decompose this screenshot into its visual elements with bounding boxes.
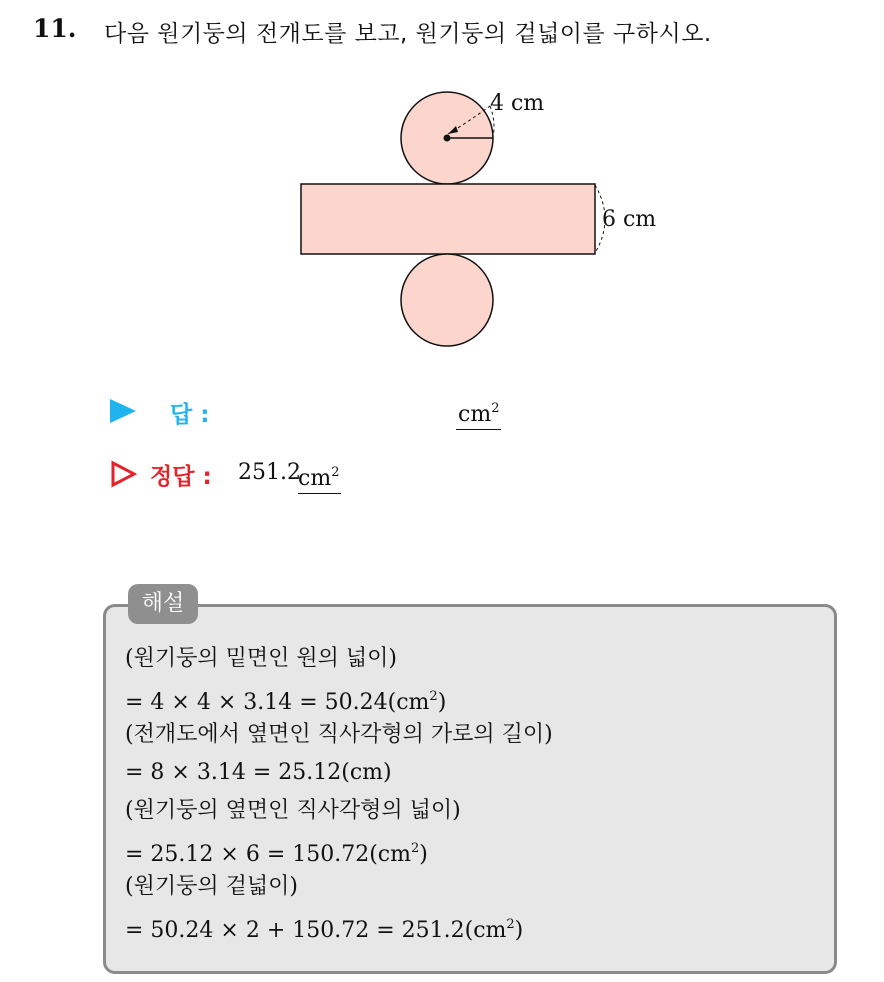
answer-triangle-icon	[110, 399, 136, 423]
correct-unit-text: cm	[298, 466, 332, 491]
answer-unit-exponent: 2	[491, 401, 500, 416]
explanation-line-tail: )	[419, 842, 428, 867]
explanation-line	[125, 830, 825, 868]
explanation-line	[125, 792, 825, 830]
explanation-line-tail: )	[514, 918, 524, 943]
bottom-base-circle	[401, 254, 493, 346]
explanation-line	[125, 906, 825, 944]
explanation-line-text: (원기둥의 밑면인 원의 넓이)	[125, 646, 397, 671]
correct-unit	[298, 460, 341, 494]
explanation-line-text: = 8 × 3.14 = 25.12(cm)	[125, 760, 392, 785]
explanation-line	[125, 868, 825, 906]
explanation-line	[125, 716, 825, 754]
height-label: 6 cm	[602, 207, 657, 232]
explanation-line-text: = 25.12 × 6 = 150.72(cm	[125, 842, 411, 867]
correct-value: 251.2	[238, 460, 301, 485]
explanation-line-exponent: 2	[429, 689, 438, 704]
question-number: 11.	[33, 14, 77, 43]
explanation-line-text: = 4 × 4 × 3.14 = 50.24(cm	[125, 690, 430, 715]
explanation-line-text: (원기둥의 옆면인 직사각형의 넓이)	[125, 798, 461, 823]
lateral-rectangle	[301, 184, 595, 254]
explanation-line-exponent: 2	[411, 841, 420, 856]
explanation-line	[125, 640, 825, 678]
explanation-lines	[125, 640, 825, 944]
answer-row	[110, 396, 560, 430]
answer-unit-text: cm	[458, 402, 492, 427]
correct-label: 정답 :	[150, 464, 212, 490]
explanation-line-text: (전개도에서 옆면인 직사각형의 가로의 길이)	[125, 722, 553, 747]
explanation-line	[125, 754, 825, 792]
explanation-line-exponent: 2	[506, 917, 515, 932]
question-text: 다음 원기둥의 전개도를 보고, 원기둥의 겉넓이를 구하시오.	[104, 21, 712, 47]
explanation-tag: 해설	[128, 584, 198, 624]
answer-label: 답 :	[170, 402, 210, 428]
cylinder-net-figure	[290, 82, 690, 362]
explanation-line-text: = 50.24 × 2 + 150.72 = 251.2(cm	[125, 918, 507, 943]
explanation-line-text: (원기둥의 겉넓이)	[125, 874, 298, 899]
correct-triangle-icon	[110, 460, 138, 488]
explanation-line	[125, 678, 825, 716]
correct-unit-exponent: 2	[331, 465, 340, 480]
answer-unit[interactable]	[456, 396, 501, 430]
correct-answer-row	[110, 458, 560, 492]
radius-label: 4 cm	[490, 91, 545, 116]
explanation-line-tail: )	[437, 690, 447, 715]
